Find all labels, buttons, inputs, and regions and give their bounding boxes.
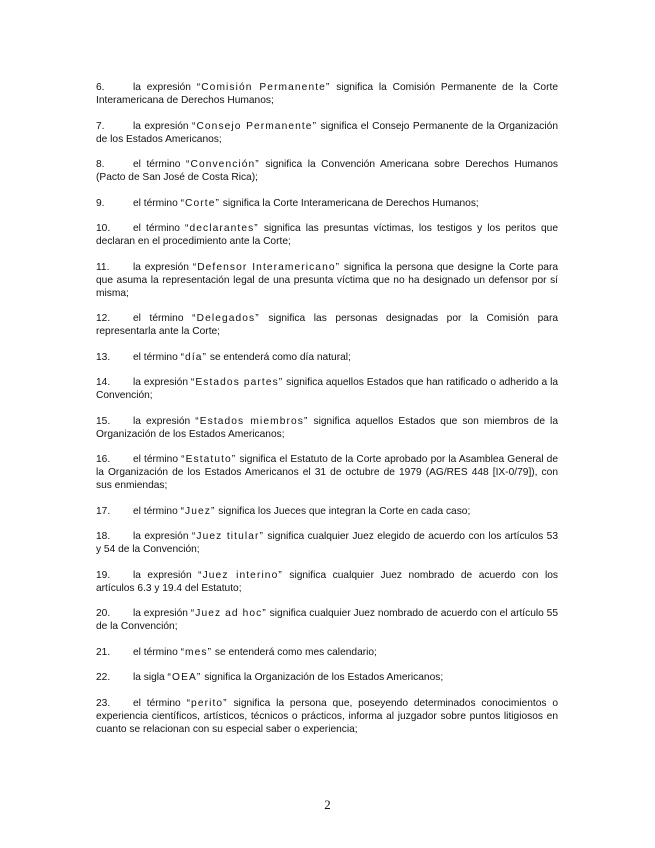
defined-term: “OEA” (167, 672, 202, 683)
defined-term: “Estados partes” (190, 377, 284, 388)
paragraph-intro: la expresión (133, 377, 191, 388)
definition-paragraph-8 (96, 158, 558, 184)
paragraph-intro: el término (133, 454, 182, 465)
paragraph-definition: significa aquellos Estados que han ratificado o adherido a la Convención; (96, 377, 558, 401)
paragraph-number: 14. (96, 377, 111, 388)
defined-term: “Juez interino” (198, 569, 283, 581)
paragraph-definition: significa la persona que, poseyendo determinados conocimientos o experiencia científicos, artísticos, técnicos o prácticos, informa al juzgador sobre puntos litigiosos en cuanto se relacionan con su especial saber o experiencia; (96, 697, 558, 735)
paragraph-number: 8. (96, 159, 105, 170)
paragraph-intro: la expresión (133, 261, 193, 273)
definition-paragraph-21 (96, 646, 558, 659)
defined-term: “Defensor Interamericano” (192, 261, 341, 273)
definition-paragraph-15 (96, 415, 558, 441)
definition-paragraph-18 (96, 530, 558, 556)
paragraph-intro: la expresión (133, 531, 192, 542)
paragraph-number: 22. (96, 672, 111, 683)
paragraph-definition: se entenderá como día natural; (207, 351, 351, 363)
definitions-list (96, 81, 558, 748)
paragraph-definition: significa cualquier Juez nombrado de acuerdo con el artículo 55 de la Convención; (96, 608, 558, 632)
defined-term: “día” (180, 351, 208, 363)
definition-paragraph-17 (96, 505, 558, 518)
paragraph-number: 11. (96, 261, 110, 273)
paragraph-number: 9. (96, 197, 105, 209)
definition-paragraph-19 (96, 569, 558, 595)
paragraph-definition: significa la Corte Interamericana de Derechos Humanos; (219, 197, 479, 209)
definition-paragraph-12 (96, 312, 558, 338)
defined-term: “Corte” (180, 197, 220, 209)
defined-term: “Comisión Permanente” (196, 82, 331, 93)
paragraph-number: 18. (96, 531, 111, 542)
paragraph-intro: el término (133, 223, 186, 234)
defined-term: “Convención” (186, 159, 260, 170)
definition-paragraph-16 (96, 453, 558, 492)
paragraph-definition: significa la Comisión Permanente de la Corte Interamericana de Derechos Humanos; (96, 82, 558, 106)
defined-term: “Delegados” (192, 313, 260, 324)
definition-paragraph-20 (96, 607, 558, 633)
defined-term: “Consejo Permanente” (191, 120, 318, 132)
paragraph-number: 13. (96, 351, 111, 363)
paragraph-intro: la sigla (133, 672, 168, 683)
definition-paragraph-22 (96, 671, 558, 684)
paragraph-intro: la expresión (133, 82, 197, 93)
paragraph-intro: la expresión (133, 415, 196, 427)
paragraph-definition: significa las personas designadas por la Comisión para representarla ante la Corte; (96, 313, 559, 337)
paragraph-definition: significa la Convención Americana sobre Derechos Humanos (Pacto de San José de Costa Rica); (96, 159, 558, 183)
definition-paragraph-11 (96, 261, 558, 300)
paragraph-number: 23. (96, 697, 111, 709)
paragraph-intro: la expresión (133, 120, 192, 132)
paragraph-number: 20. (96, 608, 111, 619)
paragraph-definition: significa la persona que designe la Corte para que asuma la representación legal de una presunta víctima que no ha designado un defensor por sí misma; (96, 261, 559, 299)
paragraph-definition: significa el Consejo Permanente de la Organización de los Estados Americanos; (96, 120, 558, 145)
paragraph-definition: significa la Organización de los Estados Americanos; (201, 672, 444, 683)
paragraph-definition: significa los Jueces que integran la Corte en cada caso; (215, 505, 471, 517)
paragraph-number: 15. (96, 415, 111, 427)
definition-paragraph-23 (96, 697, 558, 736)
definition-paragraph-13 (96, 351, 558, 364)
paragraph-intro: el término (133, 351, 181, 363)
paragraph-number: 21. (96, 646, 111, 658)
defined-term: “perito” (186, 697, 228, 709)
paragraph-number: 17. (96, 505, 111, 517)
paragraph-intro: el término (133, 697, 187, 709)
paragraph-number: 12. (96, 313, 111, 324)
paragraph-number: 16. (96, 454, 111, 465)
paragraph-number: 19. (96, 569, 111, 581)
paragraph-intro: el término (133, 505, 181, 517)
paragraph-intro: el término (133, 313, 193, 324)
definition-paragraph-6 (96, 81, 558, 107)
definition-paragraph-9 (96, 197, 558, 210)
paragraph-intro: el término (133, 646, 181, 658)
defined-term: “mes” (180, 646, 213, 658)
defined-term: “Estados miembros” (195, 415, 309, 427)
paragraph-definition: significa cualquier Juez elegido de acuerdo con los artículos 53 y 54 de la Convención; (96, 531, 558, 555)
paragraph-number: 6. (96, 82, 105, 93)
defined-term: “Estatuto” (181, 454, 237, 465)
definition-paragraph-10 (96, 222, 558, 248)
paragraph-definition: se entenderá como mes calendario; (212, 646, 377, 658)
paragraph-number: 7. (96, 120, 105, 132)
definition-paragraph-14 (96, 376, 558, 402)
definition-paragraph-7 (96, 120, 558, 146)
page-number: 2 (324, 797, 331, 812)
defined-term: “Juez titular” (191, 531, 264, 542)
defined-term: “Juez” (180, 505, 216, 517)
paragraph-intro: la expresión (133, 608, 191, 619)
defined-term: “Juez ad hoc” (190, 608, 267, 619)
paragraph-intro: la expresión (133, 569, 199, 581)
defined-term: “declarantes” (185, 223, 259, 234)
paragraph-definition: significa las presuntas víctimas, los testigos y los peritos que declaran en el procedimiento ante la Corte; (96, 223, 558, 247)
paragraph-definition: significa aquellos Estados que son miembros de la Organización de los Estados Americanos; (96, 415, 558, 440)
paragraph-definition: significa cualquier Juez nombrado de acuerdo con los artículos 6.3 y 19.4 del Estatuto; (96, 569, 558, 594)
paragraph-number: 10. (96, 223, 111, 234)
paragraph-intro: el término (133, 197, 181, 209)
paragraph-intro: el término (133, 159, 186, 170)
paragraph-definition: significa el Estatuto de la Corte aprobado por la Asamblea General de la Organización de los Estados Americanos el 31 de octubre de 1979 (AG/RES 448 [IX-0/79]), con sus enmiendas; (96, 454, 558, 491)
